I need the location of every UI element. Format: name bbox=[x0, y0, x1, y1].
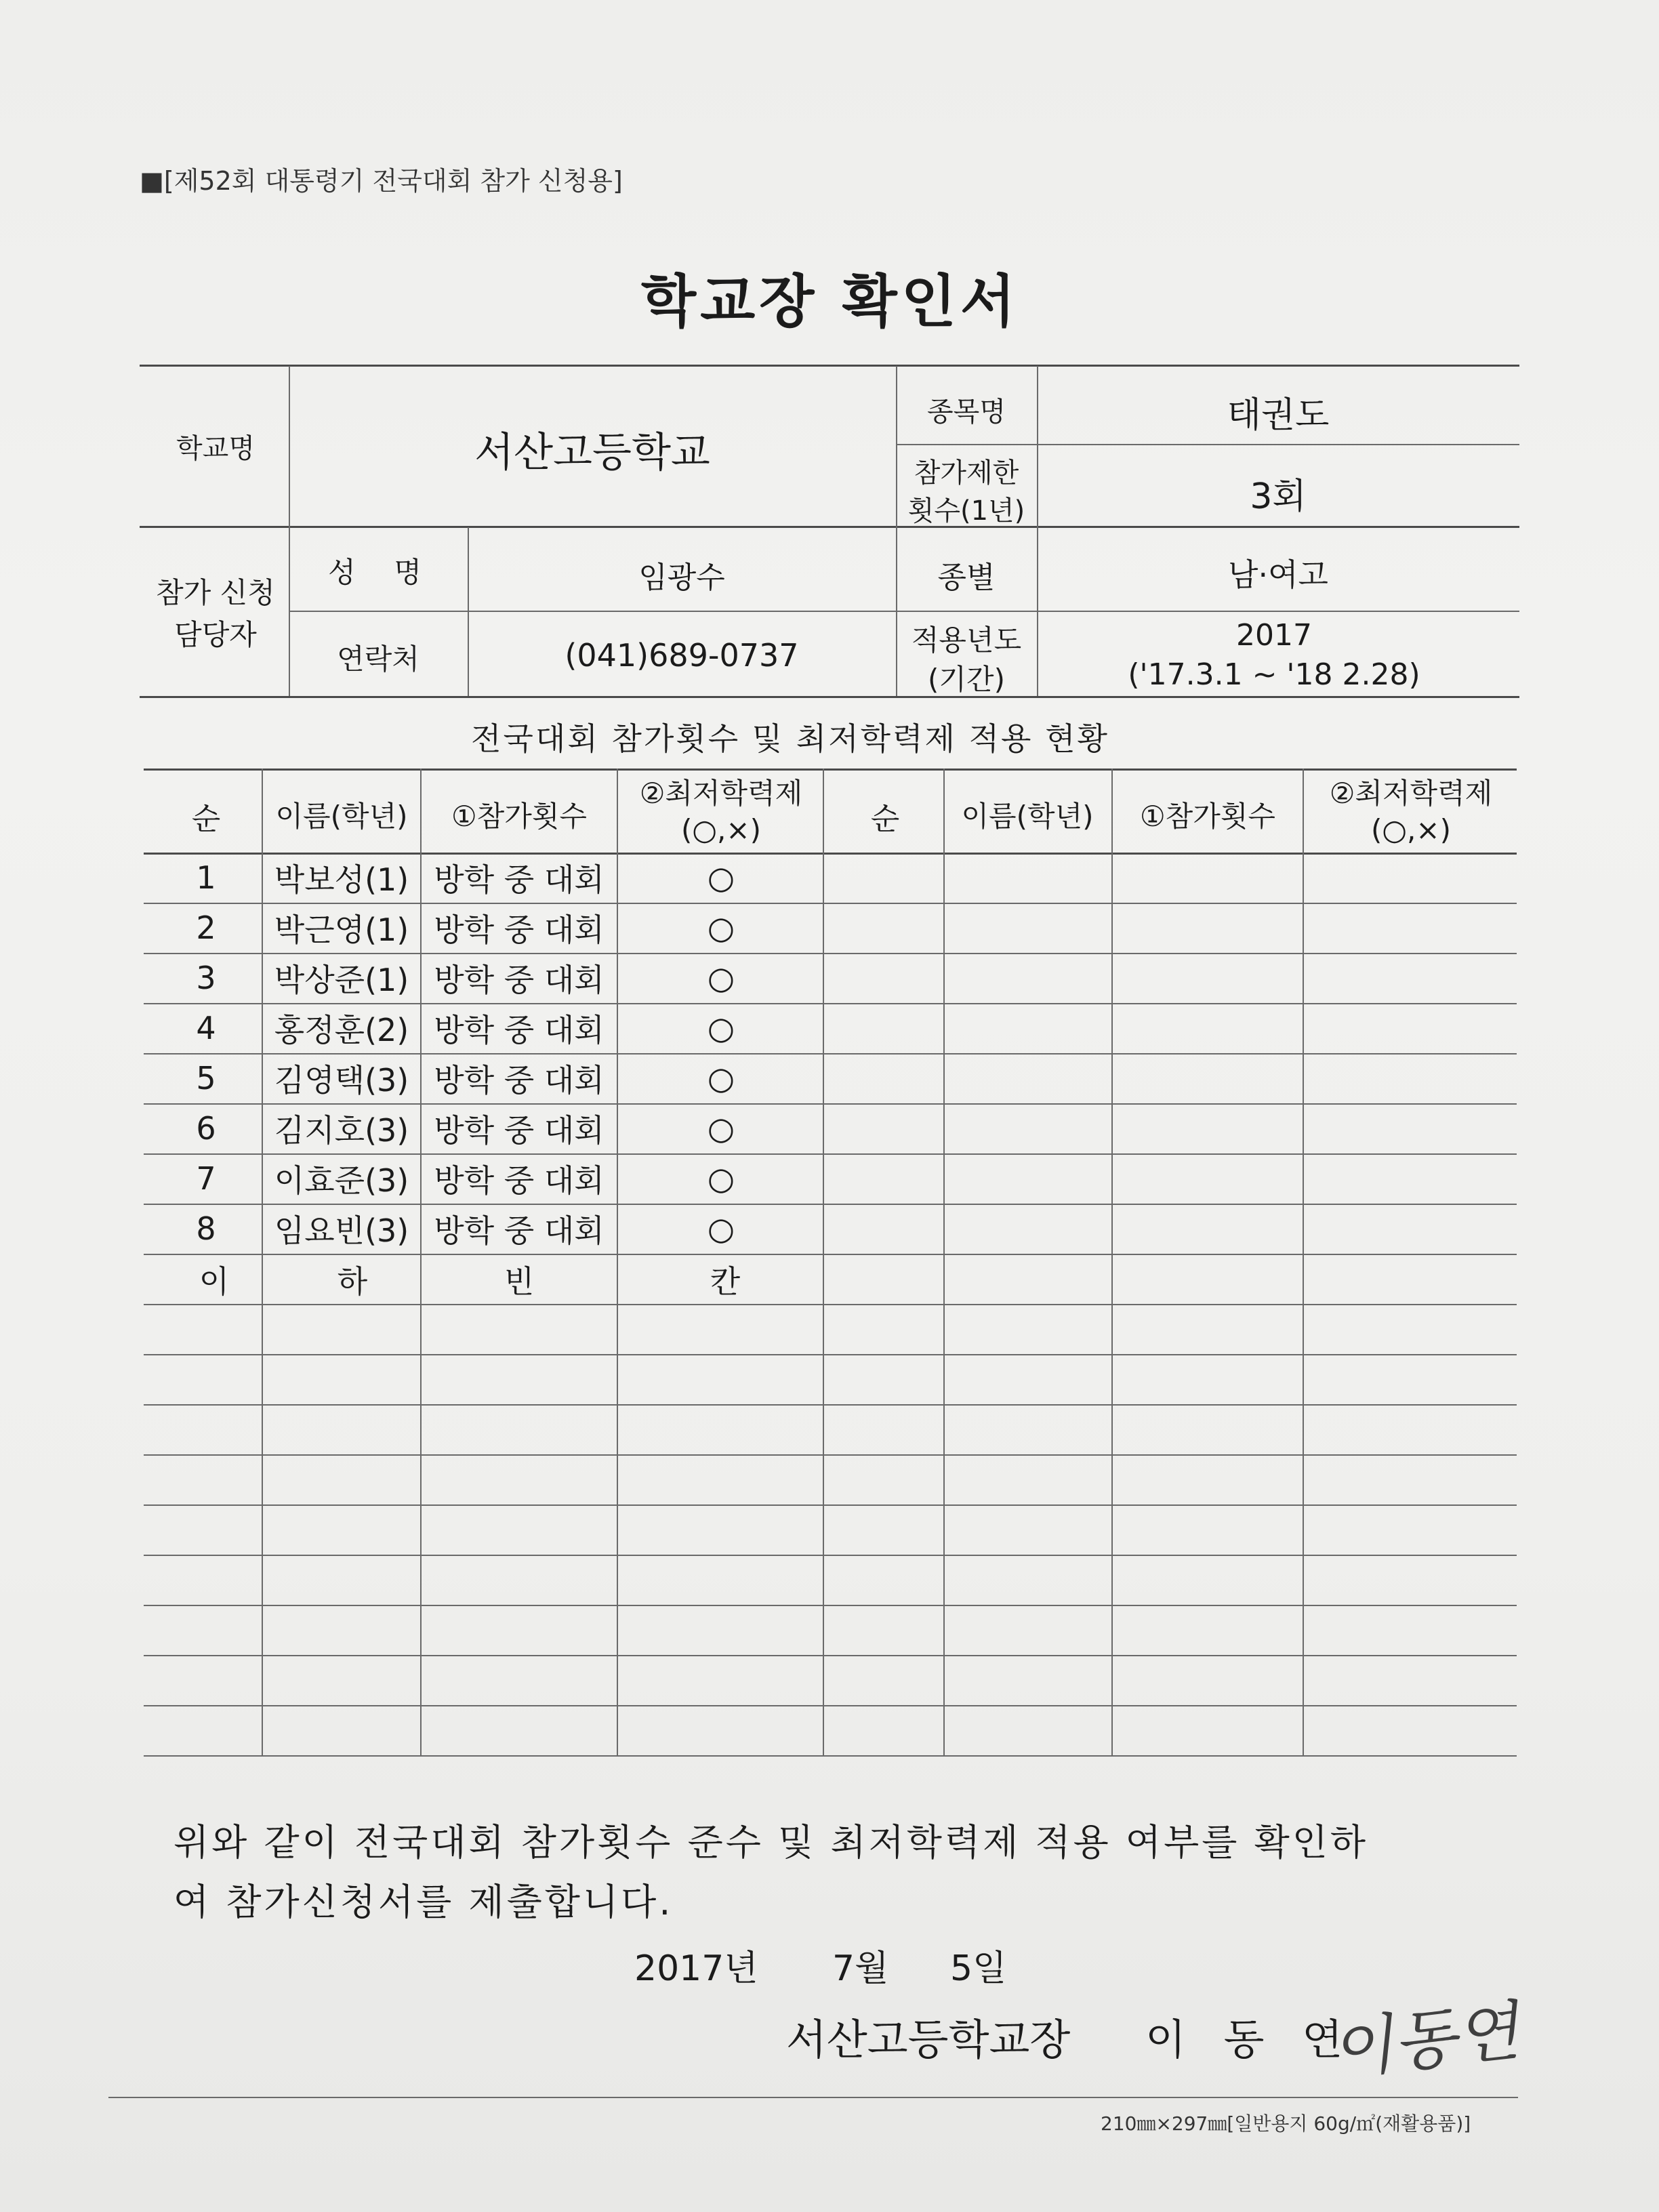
participation-count: 방학 중 대회 bbox=[434, 1062, 605, 1099]
limit-label-line-1: 참가제한 bbox=[914, 457, 1019, 489]
category-label: 종별 bbox=[937, 560, 996, 595]
date-year: 2017년 bbox=[634, 1948, 758, 1989]
year-label-line-1: 적용년도 bbox=[911, 623, 1022, 657]
student-name: 박상준(1) bbox=[274, 962, 409, 998]
manager-label-line-2: 담당자 bbox=[174, 618, 257, 651]
table-row-line bbox=[144, 1153, 1517, 1155]
student-name: 이효준(3) bbox=[274, 1162, 409, 1199]
signer-title: 서산고등학교장 bbox=[786, 2015, 1071, 2064]
name-value: 임광수 bbox=[638, 560, 725, 595]
table-caption: 전국대회 참가횟수 및 최저학력제 적용 현황 bbox=[471, 720, 1109, 757]
year-value: 2017 bbox=[1236, 618, 1312, 653]
category-value: 남·여고 bbox=[1228, 556, 1328, 593]
blank-row-label-4: 칸 bbox=[710, 1263, 741, 1300]
table-column-line bbox=[420, 769, 422, 1755]
table-column-line bbox=[617, 769, 618, 1755]
signer-name: 이 동 연 bbox=[1145, 2015, 1355, 2064]
min-grade-mark: ○ bbox=[707, 859, 735, 896]
header-min-right-line-1: ②최저학력제 bbox=[1329, 777, 1493, 810]
table-column-line bbox=[943, 769, 945, 1755]
contact-value: (041)689-0737 bbox=[565, 637, 799, 674]
table-row-line bbox=[144, 903, 1517, 904]
limit-label-line-2: 횟수(1년) bbox=[907, 495, 1025, 527]
row-number: 4 bbox=[196, 1010, 216, 1046]
min-grade-mark: ○ bbox=[707, 1060, 735, 1097]
row-number: 2 bbox=[196, 909, 216, 946]
table-row-line bbox=[144, 1504, 1517, 1506]
statement-line-2: 여 참가신청서를 제출합니다. bbox=[173, 1881, 674, 1923]
table-row-line bbox=[144, 953, 1517, 954]
student-name: 박근영(1) bbox=[274, 912, 409, 948]
header-count-left: ①참가횟수 bbox=[451, 800, 587, 833]
header-min-left-line-1: ②최저학력제 bbox=[639, 777, 803, 810]
participation-count: 방학 중 대회 bbox=[434, 912, 605, 948]
footer-rule bbox=[108, 2097, 1518, 2098]
table-row-line bbox=[144, 1705, 1517, 1706]
student-name: 박보성(1) bbox=[274, 861, 409, 898]
min-grade-mark: ○ bbox=[707, 1110, 735, 1147]
min-grade-mark: ○ bbox=[707, 1160, 735, 1197]
table-row-line bbox=[144, 1655, 1517, 1656]
form-header-tag: ■[제52회 대통령기 전국대회 참가 신청용] bbox=[140, 166, 623, 196]
sport-value: 태권도 bbox=[1227, 395, 1330, 436]
participation-count: 방학 중 대회 bbox=[434, 861, 605, 898]
table-row-line bbox=[144, 1304, 1517, 1305]
header-name-right: 이름(학년) bbox=[961, 800, 1094, 833]
paper-spec-footer: 210㎜×297㎜[일반용지 60g/㎡(재활용품)] bbox=[1101, 2112, 1471, 2135]
min-grade-mark: ○ bbox=[707, 1010, 735, 1046]
table-row-line bbox=[144, 1555, 1517, 1556]
statement-line-1: 위와 같이 전국대회 참가횟수 준수 및 최저학력제 적용 여부를 확인하 bbox=[173, 1821, 1369, 1864]
student-name: 홍정훈(2) bbox=[274, 1012, 409, 1048]
table-row-line bbox=[144, 1354, 1517, 1355]
blank-row-label-2: 하 bbox=[337, 1263, 368, 1300]
student-name: 김지호(3) bbox=[274, 1112, 409, 1149]
school-name-label: 학교명 bbox=[176, 433, 255, 464]
participation-count: 방학 중 대회 bbox=[434, 1212, 605, 1249]
row-number: 8 bbox=[196, 1210, 216, 1247]
table-row-line bbox=[144, 1204, 1517, 1205]
table-row-line bbox=[144, 1254, 1517, 1255]
table-header-bottom-border bbox=[144, 853, 1517, 855]
header-min-right-line-2: (○,×) bbox=[1371, 813, 1451, 846]
participation-count: 방학 중 대회 bbox=[434, 1162, 605, 1199]
header-name-left: 이름(학년) bbox=[275, 800, 408, 833]
table-column-line bbox=[262, 769, 263, 1755]
table-row-line bbox=[144, 1003, 1517, 1004]
table-row-line bbox=[144, 1755, 1517, 1757]
sport-label: 종목명 bbox=[927, 396, 1006, 428]
participation-count: 방학 중 대회 bbox=[434, 1012, 605, 1048]
date-day: 5일 bbox=[950, 1948, 1007, 1989]
participation-count: 방학 중 대회 bbox=[434, 1112, 605, 1149]
contact-label: 연락처 bbox=[337, 642, 419, 676]
row-number: 6 bbox=[196, 1110, 216, 1147]
table-top-border bbox=[144, 769, 1517, 771]
header-min-left-line-2: (○,×) bbox=[681, 813, 761, 846]
participation-count: 방학 중 대회 bbox=[434, 962, 605, 998]
table-column-line bbox=[823, 769, 824, 1755]
min-grade-mark: ○ bbox=[707, 960, 735, 996]
table-column-line bbox=[1111, 769, 1113, 1755]
header-no-right: 순 bbox=[870, 802, 900, 836]
handwritten-signature: 이동연 bbox=[1332, 1991, 1528, 2089]
period-value: ('17.3.1 ~ '18 2.28) bbox=[1128, 657, 1420, 692]
row-number: 1 bbox=[196, 859, 216, 896]
header-count-right: ①참가횟수 bbox=[1140, 800, 1275, 833]
table-column-line bbox=[1303, 769, 1304, 1755]
header-no-left: 순 bbox=[191, 802, 221, 836]
student-name: 김영택(3) bbox=[274, 1062, 409, 1099]
school-name-value: 서산고등학교 bbox=[474, 429, 710, 476]
table-row-line bbox=[144, 1605, 1517, 1606]
year-label-line-2: (기간) bbox=[928, 663, 1005, 696]
limit-value: 3회 bbox=[1250, 476, 1307, 517]
table-row-line bbox=[144, 1053, 1517, 1054]
name-label: 성 명 bbox=[328, 556, 428, 589]
table-row-line bbox=[144, 1404, 1517, 1406]
date-month: 7월 bbox=[832, 1948, 889, 1989]
table-row-line bbox=[144, 1103, 1517, 1105]
document-title: 학교장 확인서 bbox=[640, 268, 1020, 335]
table-row-line bbox=[144, 1454, 1517, 1456]
row-number: 7 bbox=[196, 1160, 216, 1197]
row-number: 5 bbox=[196, 1060, 216, 1097]
manager-label-line-1: 참가 신청 bbox=[156, 576, 275, 609]
blank-row-label-3: 빈 bbox=[504, 1263, 535, 1300]
row-number: 3 bbox=[196, 960, 216, 996]
blank-row-label-1: 이 bbox=[199, 1263, 230, 1300]
min-grade-mark: ○ bbox=[707, 1210, 735, 1247]
min-grade-mark: ○ bbox=[707, 909, 735, 946]
student-name: 임요빈(3) bbox=[274, 1212, 409, 1249]
